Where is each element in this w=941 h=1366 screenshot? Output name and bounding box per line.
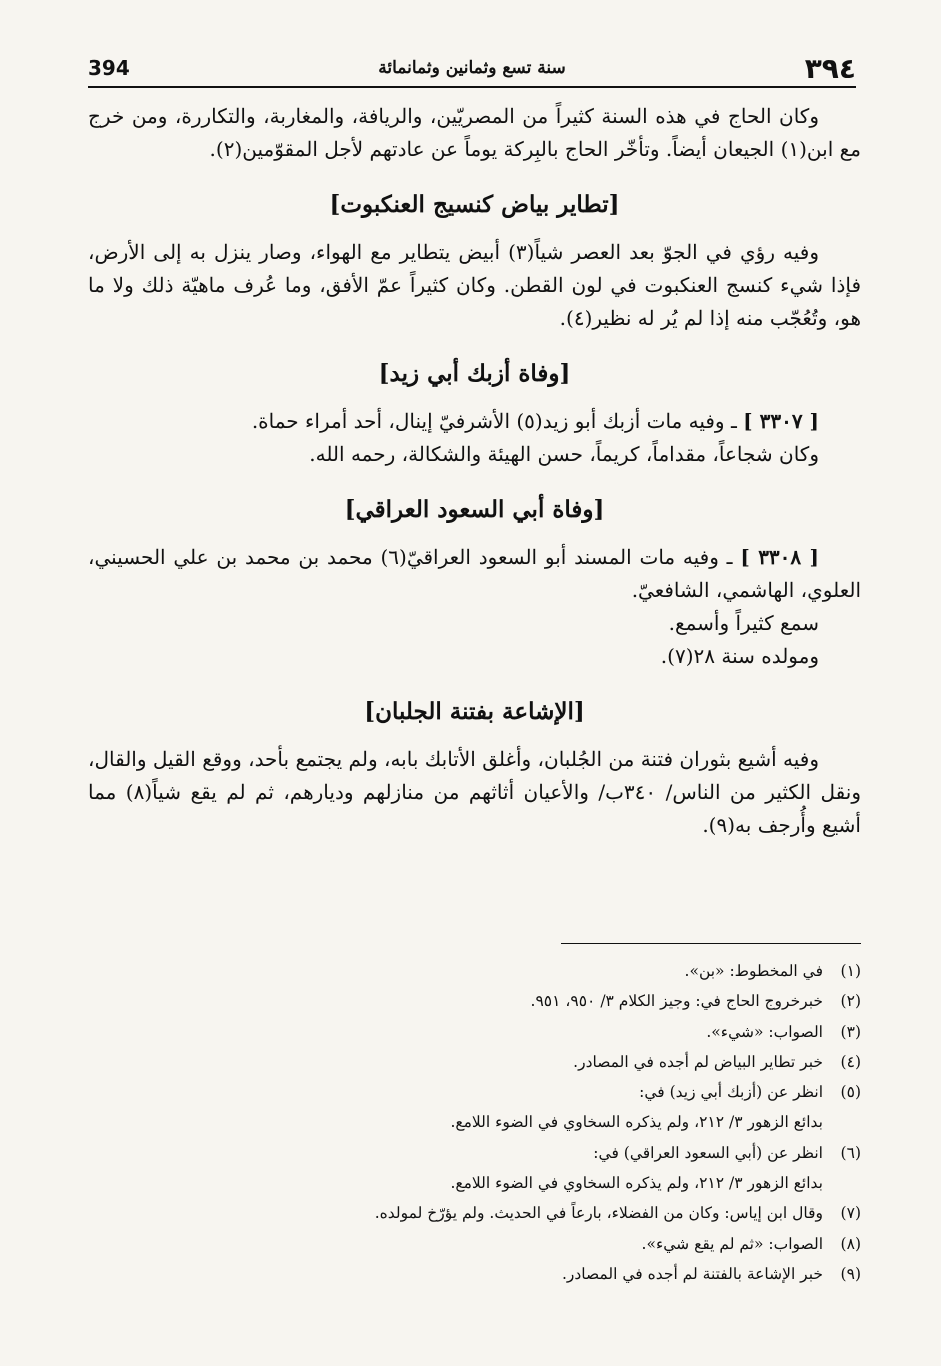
footnote-text: في المخطوط: «بن». <box>684 962 823 980</box>
section-heading-azbak: [وفاة أزبك أبي زيد] <box>378 360 571 387</box>
section-heading-spider-web: [تطاير بياض كنسيج العنكبوت] <box>329 191 620 218</box>
footnote-number: (٣) <box>840 1022 861 1041</box>
footnote-text: انظر عن (أزبك أبي زيد) في: <box>639 1083 823 1102</box>
page-header <box>88 50 856 88</box>
paragraph-fitna: وفيه أشيع بثوران فتنة من الجُلبان، وأغلق الأتابك بابه، ولم يجتمع بأحد، ووقع القيل والقال، ونقل الكثير من الناس/ ٣٤٠ب/ والأعيان أثاثهم من منازلهم وديارهم، ثم لم يقع شياً(٨) مما أشيع وأُرجف به(٩). <box>88 747 861 837</box>
running-title: سنة تسع وثمانين وثمانمائة <box>378 58 566 78</box>
footnote <box>88 1017 861 1047</box>
footnote-text: خبر الإشاعة بالفتنة لم أجده في المصادر. <box>561 1264 823 1283</box>
entry-3307-description: وكان شجاعاً، مقداماً، كريماً، حسن الهيئة والشكالة، رحمه الله. <box>309 442 819 466</box>
footnote-text: وقال ابن إياس: وكان من الفضلاء، بارعاً في الحديث. ولم يؤرّخ لمولده. <box>374 1204 823 1223</box>
footnote-number: (٥) <box>840 1083 861 1102</box>
footnote <box>88 1138 861 1168</box>
footnote <box>88 1198 861 1228</box>
entry-3308 <box>88 541 861 607</box>
footnotes <box>88 956 861 1289</box>
footnote <box>88 986 861 1016</box>
intro-paragraph: وكان الحاج في هذه السنة كثيراً من المصريّين، والريافة، والمغاربة، والتكاررة، ومن خرج مع ابن(١) الجيعان أيضاً. وتأخّر الحاج بالبِركة يوماً عن عادتهم لأجل المقوّمين(٢). <box>88 104 861 161</box>
entry-text: ـ وفيه مات أزبك أبو زيد(٥) الأشرفيّ إينال، أحد أمراء حماة. <box>251 409 737 433</box>
entry-number: [ ٣٣٠٧ ] <box>743 409 819 433</box>
entry-3308-line: سمع كثيراً وأسمع. <box>668 611 819 635</box>
entry-3308-birth: ومولده سنة ٢٨(٧). <box>660 644 819 668</box>
paragraph-spider-web: وفيه رؤي في الجوّ بعد العصر شياً(٣) أبيض يتطاير مع الهواء، وصار ينزل به إلى الأرض، فإذا شيء كنسج العنكبوت في لون القطن. وكان كثيراً عمّ الأفق، وما عُرف ماهيّة ذلك ولا ما هو، وتُعُجّب منه إذا لم يُر له نظير(٤). <box>88 240 861 330</box>
footnote-number: (٧) <box>840 1204 861 1223</box>
footnote-text: الصواب: «ثم لم يقع شيء». <box>641 1234 823 1253</box>
footnote-number: (٦) <box>840 1143 861 1162</box>
footnote-continuation: بدائع الزهور ٣/ ٢١٢، ولم يذكره السخاوي في الضوء اللامع. <box>450 1174 823 1193</box>
section-heading-fitna: [الإشاعة بفتنة الجلبان] <box>364 698 585 725</box>
entry-3307 <box>88 405 861 438</box>
entry-text: ـ وفيه مات المسند أبو السعود العراقيّ(٦) محمد بن محمد بن علي الحسيني، العلوي، الهاشمي، الشافعيّ. <box>88 545 861 602</box>
footnote-divider <box>561 943 861 944</box>
footnote-number: (٢) <box>840 992 861 1011</box>
footnote-number: (٨) <box>840 1234 861 1253</box>
footnote <box>88 956 861 986</box>
footnote <box>88 1229 861 1259</box>
footnote <box>88 1047 861 1077</box>
footnote <box>88 1259 861 1289</box>
footnote-text: الصواب: «شيء». <box>706 1022 823 1041</box>
footnote <box>88 1077 861 1107</box>
footnote-number: (١) <box>840 962 861 980</box>
footnote-continuation: بدائع الزهور ٣/ ٢١٢، ولم يذكره السخاوي في الضوء اللامع. <box>450 1113 823 1132</box>
footnote-text: خبرخروج الحاج في: وجيز الكلام ٣/ ٩٥٠، ٩٥١. <box>530 992 823 1011</box>
entry-number: [ ٣٣٠٨ ] <box>740 545 820 569</box>
main-text <box>88 100 861 842</box>
page-number-latin: 394 <box>88 56 130 80</box>
page-number-arabic: ٣٩٤ <box>804 52 856 85</box>
footnote-text: انظر عن (أبي السعود العراقي) في: <box>593 1143 823 1162</box>
footnote-number: (٤) <box>840 1052 861 1071</box>
footnote-number: (٩) <box>840 1264 861 1283</box>
section-heading-abu-saud: [وفاة أبي السعود العراقي] <box>344 496 605 523</box>
footnote-text: خبر تطاير البياض لم أجده في المصادر. <box>573 1052 823 1071</box>
